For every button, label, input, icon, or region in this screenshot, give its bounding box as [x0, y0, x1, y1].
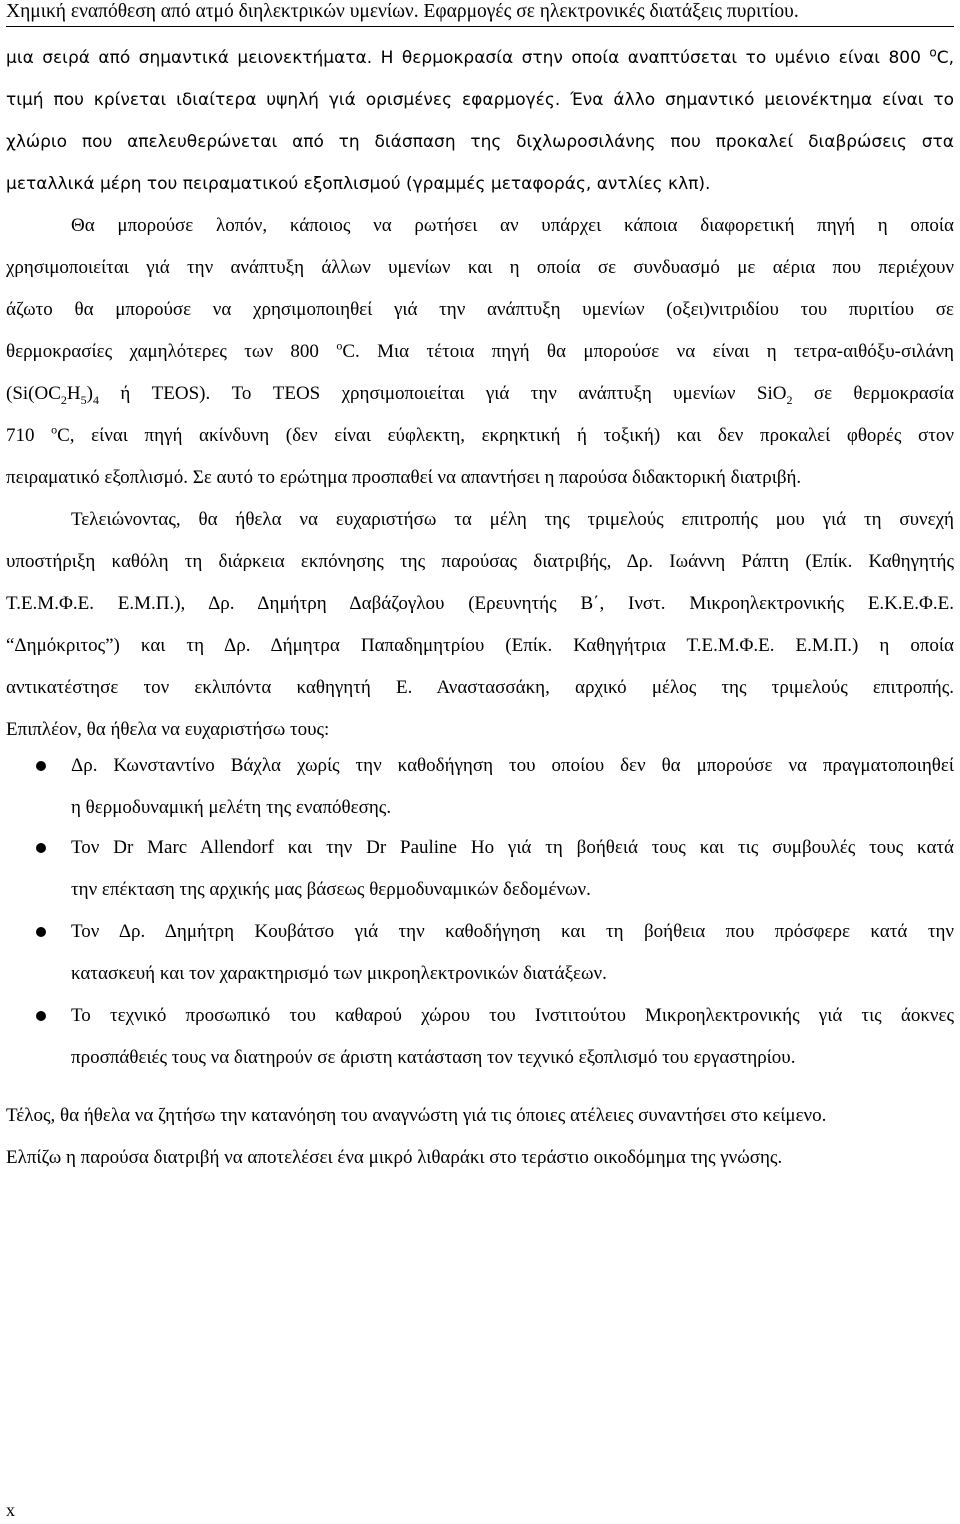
bullet-1-line-2: η θερμοδυναμική μελέτη της εναπόθεσης.	[71, 797, 392, 818]
bullet-dot-1	[36, 761, 46, 771]
p3-line-4: “Δημόκριτος”) και τη Δρ. Δήμητρα Παπαδημητρίου (Επίκ. Καθηγήτρια Τ.Ε.Μ.Φ.Ε. Ε.Μ.Π.) η οποία	[6, 635, 954, 656]
p2-line-7: πειραματικό εξοπλισμό. Σε αυτό το ερώτημα προσπαθεί να απαντήσει η παρούσα διδακτορική διατριβή.	[6, 467, 802, 488]
p3-line-2: υποστήριξη καθόλη τη διάρκεια εκπόνησης της παρούσας διατριβής, Δρ. Ιωάννη Ράπτη (Επίκ. Καθηγητής	[6, 551, 954, 572]
p1-line-4: μεταλλικά μέρη του πειραματικού εξοπλισμού (γραμμές μεταφοράς, αντλίες κλπ).	[6, 174, 711, 194]
bullet-4-line-2: προσπάθειές τους να διατηρούν σε άριστη κατάσταση τον τεχνικό εξοπλισμό του εργαστηρίου.	[71, 1047, 796, 1068]
p2-line-6: 710 $^o$C, είναι πηγή ακίνδυνη (δεν είναι εύφλεκτη, εκρηκτική ή τοξική) και δεν προκαλεί φθορές στον	[6, 422, 954, 446]
p1-line-3: χλώριο που απελευθερώνεται από τη διάσπαση της διχλωροσιλάνης που προκαλεί διαβρώσεις στα	[6, 132, 954, 152]
bullet-dot-4	[36, 1011, 46, 1021]
closing-line-2: Ελπίζω η παρούσα διατριβή να αποτελέσει ένα μικρό λιθαράκι στο τεράστιο οικοδόμημα της γνώσης.	[6, 1147, 783, 1168]
p3-line-1: Τελειώνοντας, θα ήθελα να ευχαριστήσω τα μέλη της τριμελούς επιτροπής μου γιά τη συνεχή	[71, 509, 954, 530]
p3-line-5: αντικατέστησε τον εκλιπόντα καθηγητή Ε. Αναστασσάκη, αρχικό μέλος της τριμελούς επιτροπής.	[6, 677, 954, 698]
bullet-4-line-1: Το τεχνικό προσωπικό του καθαρού χώρου του Ινστιτούτου Μικροηλεκτρονικής γιά τις άοκνες	[71, 1005, 954, 1026]
p2-line-5: ($Si(OC_2H_5)_4$ ή TEOS). Το TEOS χρησιμοποιείται γιά την ανάπτυξη υμενίων SiO$_2$ σε θερμοκρασία	[6, 383, 954, 407]
bullet-2-line-2: την επέκταση της αρχικής μας βάσεως θερμοδυναμικών δεδομένων.	[71, 879, 591, 900]
p2-line-4: θερμοκρασίες χαμηλότερες των 800 $^o$C. Μια τέτοια πηγή θα μπορούσε να είναι η τετρα-αιθόξυ-σιλάνη	[6, 338, 954, 362]
header-rule	[6, 26, 954, 27]
p2-line-3: άζωτο θα μπορούσε να χρησιμοποιηθεί γιά την ανάπτυξη υμενίων (οξει)νιτριδίου του πυριτίου σε	[6, 299, 954, 320]
bullet-2-line-1: Τον Dr Marc Allendorf και την Dr Pauline Ho γιά τη βοήθειά τους και τις συμβουλές τους κατά	[71, 837, 954, 858]
bullet-dot-3	[36, 927, 46, 937]
bullet-1-line-1: Δρ. Κωνσταντίνο Βάχλα χωρίς την καθοδήγηση του οποίου δεν θα μπορούσε να πραγματοποιηθεί	[71, 755, 954, 776]
p1-line-1: μια σειρά από σημαντικά μειονεκτήματα. Η θερμοκρασία στην οποία αναπτύσεται το υμένιο είναι 800 $^o$C,	[6, 45, 954, 68]
p3-line-6: Επιπλέον, θα ήθελα να ευχαριστήσω τους:	[6, 719, 330, 740]
p1-line-2: τιμή που κρίνεται ιδιαίτερα υψηλή γιά ορισμένες εφαρμογές. Ένα άλλο σημαντικό μειονέκτημα είναι το	[6, 90, 954, 110]
p2-line-1: Θα μπορούσε λοπόν, κάποιος να ρωτήσει αν υπάρχει κάποια διαφορετική πηγή η οποία	[71, 215, 954, 236]
closing-line-1: Τέλος, θα ήθελα να ζητήσω την κατανόηση του αναγνώστη γιά τις όποιες ατέλειες συναντήσει στο κείμενο.	[6, 1105, 827, 1126]
p2-line-2: χρησιμοποιείται γιά την ανάπτυξη άλλων υμενίων και η οποία σε συνδυασμό με αέρια που περιέχουν	[6, 257, 954, 278]
page-number: x	[6, 1500, 15, 1520]
bullet-dot-2	[36, 843, 46, 853]
bullet-3-line-1: Τον Δρ. Δημήτρη Κουβάτσο γιά την καθοδήγηση και τη βοήθεια που πρόσφερε κατά την	[71, 921, 954, 942]
running-header: Χημική εναπόθεση από ατμό διηλεκτρικών υμενίων. Εφαρμογές σε ηλεκτρονικές διατάξεις πυριτίου.	[6, 1, 799, 22]
bullet-3-line-2: κατασκευή και τον χαρακτηρισμό των μικροηλεκτρονικών διατάξεων.	[71, 963, 607, 984]
p3-line-3: Τ.Ε.Μ.Φ.Ε. Ε.Μ.Π.), Δρ. Δημήτρη Δαβάζογλου (Ερευνητής Β΄, Ινστ. Μικροηλεκτρονικής Ε.Κ.Ε.Φ.Ε.	[6, 593, 954, 614]
